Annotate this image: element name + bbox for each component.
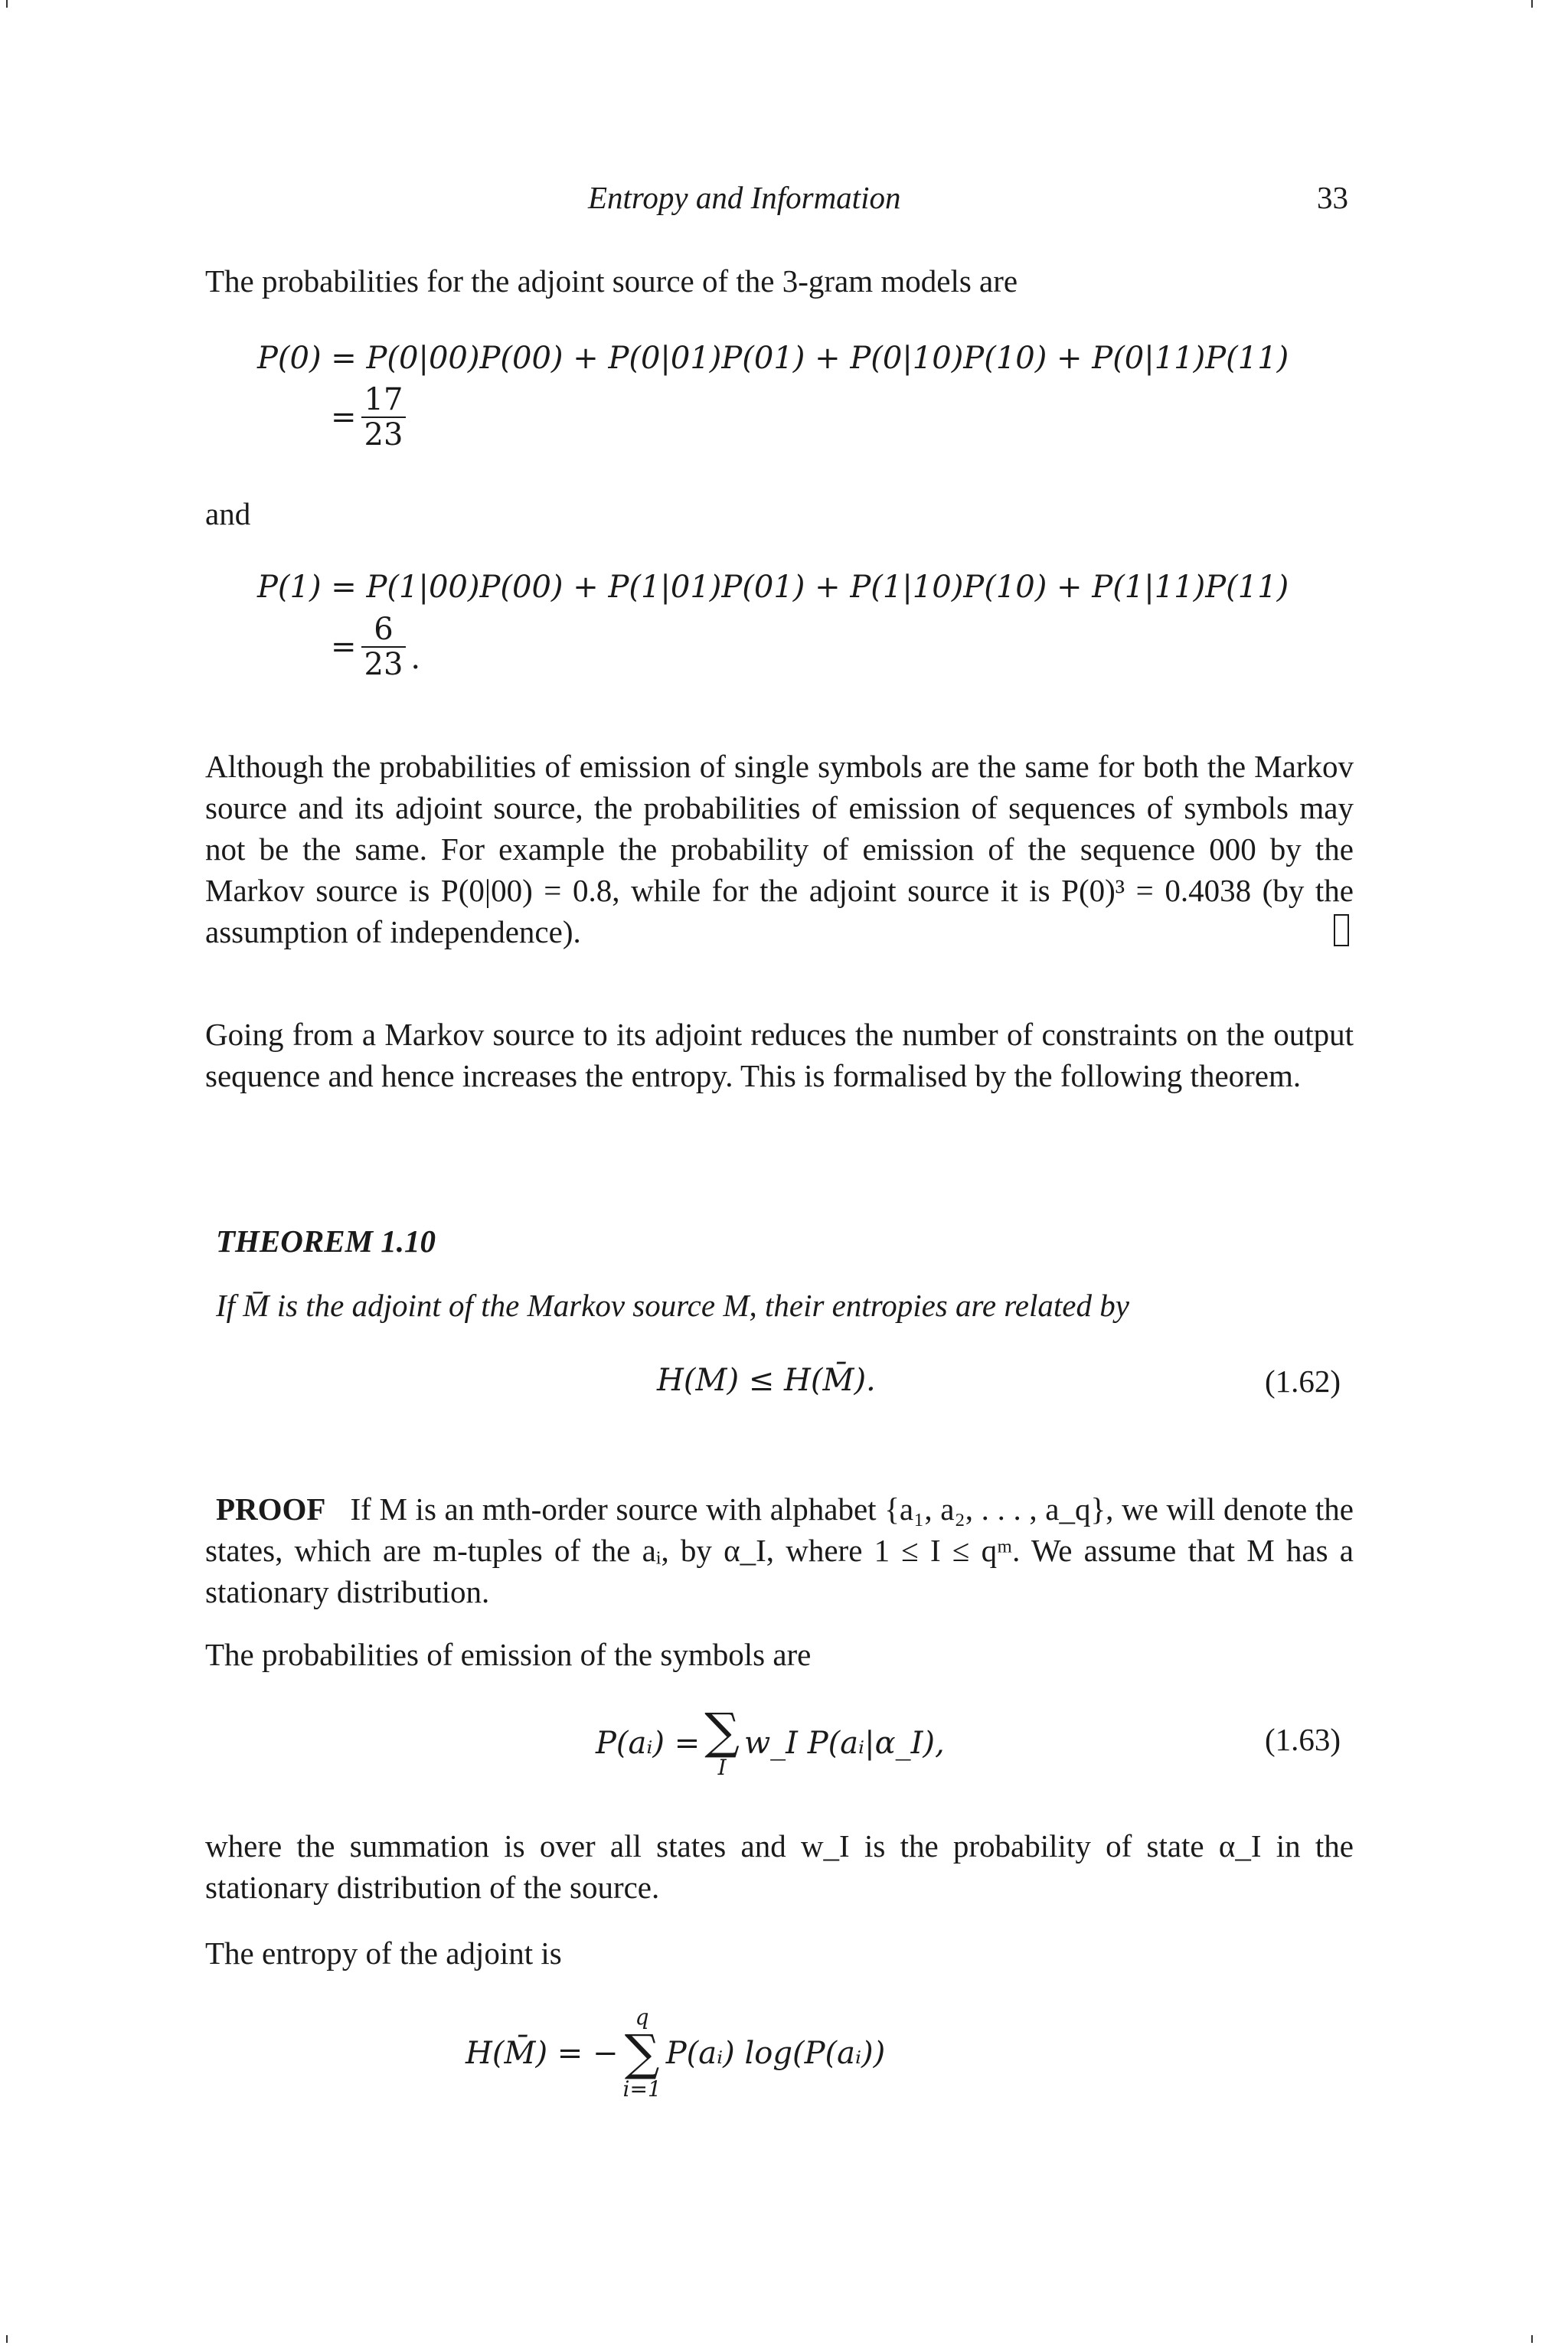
proof-label: PROOF [216,1491,326,1527]
summation-upper-limit: q [635,2004,649,2030]
fraction-denominator: 23 [361,416,407,452]
proof-paragraph [205,1488,1354,1612]
fraction-17-23 [361,383,407,452]
equals-sign: = [331,400,357,435]
theorem-heading: THEOREM 1.10 [216,1223,436,1259]
paragraph-going: Going from a Markov source to its adjoint reduces the number of constraints on the output sequence and hence increases the entropy. This is formalised by the following theorem. [205,1017,1354,1093]
equals-sign: = [331,629,357,665]
equation-period: . [410,641,421,676]
equation-163-lhs: P(aᵢ) = [596,1726,701,1761]
qed-symbol [1334,914,1349,946]
proof-text: If M is an mth-order source with alphabet {a₁, a₂, . . . , a_q}, we will denote the states, which are m-tuples of the aᵢ, by α_I, where 1 ≤ I ≤ qᵐ. We assume that M has a stationary distribution. [205,1491,1354,1609]
paragraph-probabilities: The probabilities of emission of the symbols are [205,1637,812,1672]
fraction-6-23 [361,612,407,681]
paragraph-entropy-visible: The entropy of the adjoint is [205,1936,562,1971]
paragraph-where: where the summation is over all states and w_I is the probability of state α_I in the stationary distribution of the source. [205,1828,1354,1905]
equation-p1-line1: P(1) = P(1|00)P(00) + P(1|01)P(01) + P(1|10)P(10) + P(1|11)P(11) [257,570,1289,605]
crop-mark-top-right [1531,0,1533,8]
intro-text: The probabilities for the adjoint source of the 3-gram models are [205,263,1018,299]
summation-symbol: ∑ I [704,1704,740,1780]
equation-163 [596,1704,945,1780]
crop-mark-bottom-left [6,2335,8,2343]
crop-mark-bottom-right [1531,2335,1533,2343]
theorem-equation: H(M) ≤ H(M̄). [657,1363,876,1398]
equation-p1-line2 [331,612,420,681]
theorem-statement: If M̄ is the adjoint of the Markov source M, their entropies are related by [216,1288,1129,1323]
page-number: 33 [1317,180,1348,215]
summation-symbol: q ∑ i=1 [622,2004,662,2102]
fraction-numerator: 6 [374,612,394,647]
fraction-numerator: 17 [364,382,403,417]
fraction-denominator: 23 [361,646,407,681]
equation-p0-line1: P(0) = P(0|00)P(00) + P(0|01)P(01) + P(0|10)P(10) + P(0|11)P(11) [257,341,1289,376]
crop-mark-top-left [6,0,8,8]
equation-number-162: (1.62) [1265,1364,1341,1399]
summation-lower-limit: I [717,1755,727,1780]
equation-entropy-rhs: P(aᵢ) log(P(aᵢ)) [665,2036,886,2071]
summation-lower-limit: i=1 [622,2076,662,2102]
equation-number-163: (1.63) [1265,1722,1341,1757]
paragraph-although: Although the probabilities of emission of single symbols are the same for both the Markov source and its adjoint source, the probabilities of emission of sequences of symbols may not be the same. For example the probability of emission of the sequence 000 by the Markov source is P(0|00) = 0.8, while for the adjoint source it is P(0)³ = 0.4038 (by the assumption of independence). [205,749,1354,949]
connector-word: and [205,496,251,531]
equation-163-rhs: w_I P(aᵢ|α_I), [743,1726,945,1761]
equation-p0-line2 [331,383,410,452]
equation-entropy-lhs: H(M̄) = − [466,2036,619,2071]
equation-entropy [466,2006,885,2101]
running-header-title: Entropy and Information [588,180,901,215]
